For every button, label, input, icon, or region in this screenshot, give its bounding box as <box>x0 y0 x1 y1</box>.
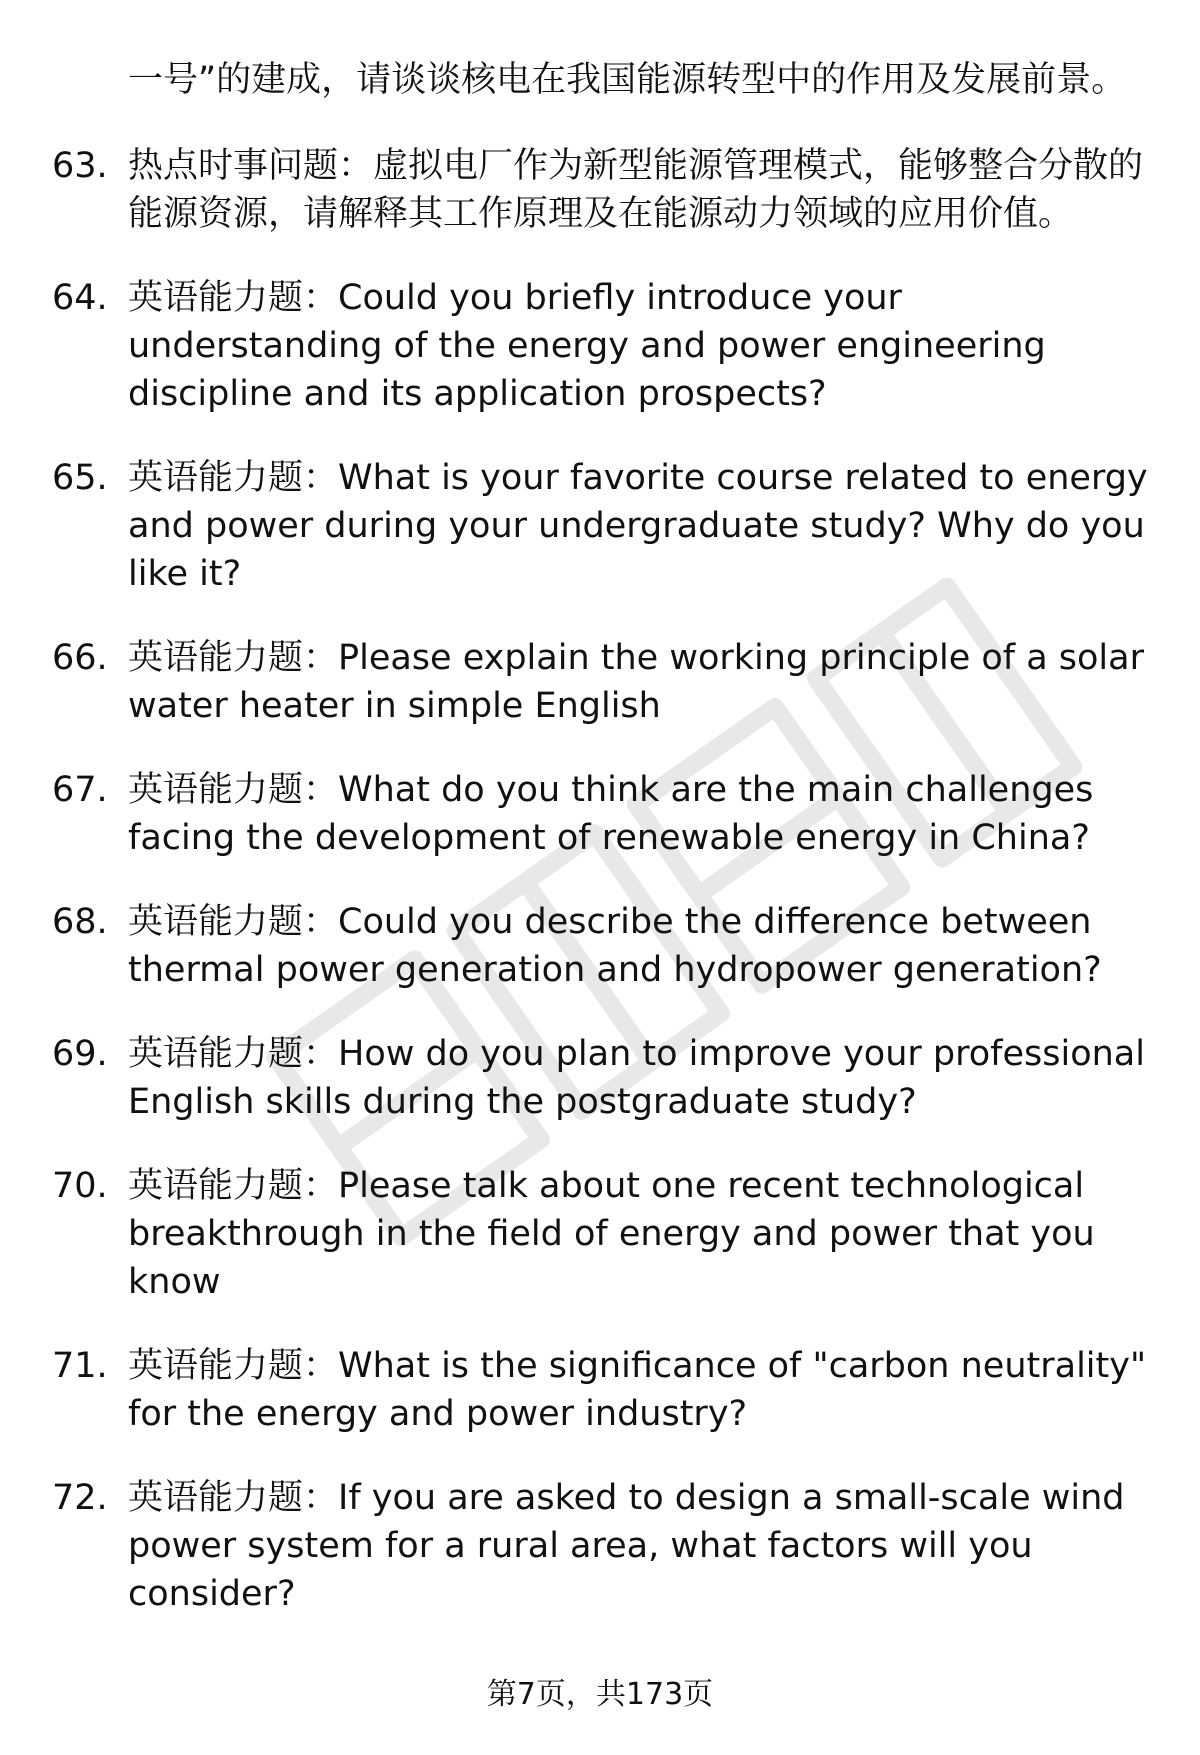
question-number: 64. <box>52 278 108 318</box>
list-item <box>52 274 1162 418</box>
page-number-footer: 第7页，共173页 <box>486 1677 714 1712</box>
question-text: 英语能力题：If you are asked to design a small-scale wind power system for a rural area, what factors will you consider? <box>128 1478 1125 1614</box>
question-list <box>52 142 1162 1618</box>
question-text: 热点时事问题：虚拟电厂作为新型能源管理模式，能够整合分散的能源资源，请解释其工作原理及在能源动力领域的应用价值。 <box>128 146 1144 234</box>
page-content <box>52 56 1162 1654</box>
question-number: 71. <box>52 1346 108 1386</box>
list-item <box>52 1342 1162 1438</box>
question-text: 英语能力题：Could you describe the difference between thermal power generation and hydropower generation? <box>128 902 1102 990</box>
question-text: 英语能力题：Please talk about one recent technological breakthrough in the field of energy and power that you know <box>128 1166 1095 1302</box>
list-item <box>52 1474 1162 1618</box>
list-item <box>52 1030 1162 1126</box>
question-number: 70. <box>52 1166 108 1206</box>
list-item <box>52 142 1162 238</box>
list-item <box>52 766 1162 862</box>
question-text: 英语能力题：What is your favorite course related to energy and power during your undergraduate study? Why do you like it? <box>128 458 1148 594</box>
continued-question-text: 一号”的建成，请谈谈核电在我国能源转型中的作用及发展前景。 <box>128 60 1127 100</box>
question-text: 英语能力题：What is the significance of "carbon neutrality" for the energy and power industry? <box>128 1346 1147 1434</box>
question-number: 68. <box>52 902 108 942</box>
question-text: 英语能力题：How do you plan to improve your professional English skills during the postgraduate study? <box>128 1034 1145 1122</box>
question-number: 69. <box>52 1034 108 1074</box>
question-text: 英语能力题：What do you think are the main challenges facing the development of renewable energy in China? <box>128 770 1094 858</box>
question-number: 67. <box>52 770 108 810</box>
question-number: 65. <box>52 458 108 498</box>
question-text: 英语能力题：Could you briefly introduce your understanding of the energy and power engineering discipline and its application prospects? <box>128 278 1046 414</box>
question-number: 63. <box>52 146 108 186</box>
list-item <box>52 898 1162 994</box>
question-number: 66. <box>52 638 108 678</box>
question-text: 英语能力题：Please explain the working principle of a solar water heater in simple English <box>128 638 1144 726</box>
question-number: 72. <box>52 1478 108 1518</box>
list-item <box>52 1162 1162 1306</box>
list-item <box>52 454 1162 598</box>
list-item <box>52 634 1162 730</box>
